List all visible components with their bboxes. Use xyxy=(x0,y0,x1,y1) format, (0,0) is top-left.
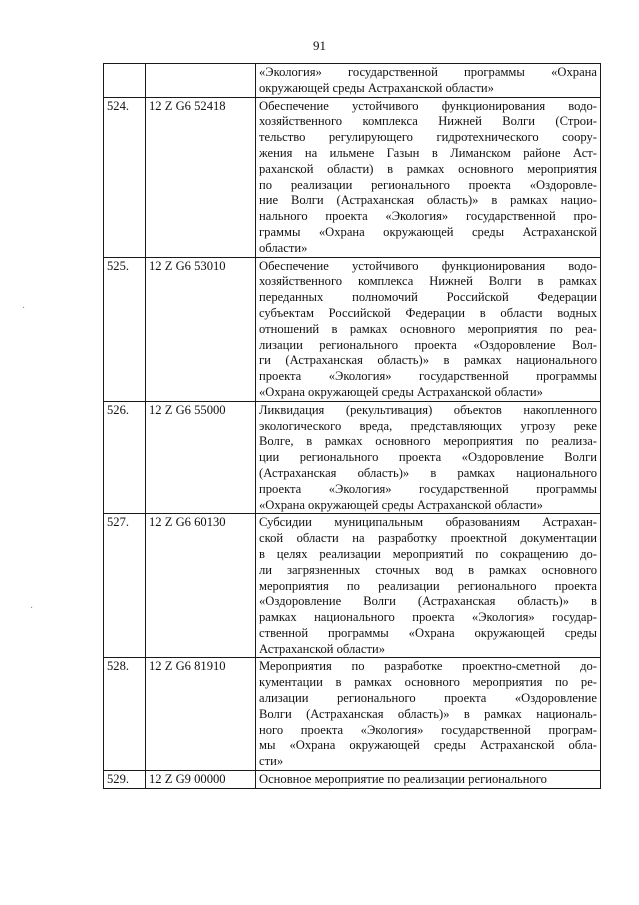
description-cell xyxy=(256,257,601,401)
table-row xyxy=(104,64,601,98)
description-line: отношений в рамках основного мероприятия по реа- xyxy=(259,321,597,336)
description-line: Мероприятия по разработке проектно-сметной до- xyxy=(259,659,597,674)
description-line: Волги (Астраханская область)» в рамках националь- xyxy=(259,706,597,721)
budget-code: 12 Z G6 52418 xyxy=(146,97,256,257)
table-body xyxy=(104,64,601,789)
table-row xyxy=(104,658,601,771)
table-row xyxy=(104,401,601,514)
row-number xyxy=(104,64,146,98)
description-cell xyxy=(256,514,601,658)
description-line: раханской области) в рамках основного мероприятия xyxy=(259,161,597,176)
budget-code: 12 Z G6 60130 xyxy=(146,514,256,658)
description-line: проекта «Экология» государственной программы xyxy=(259,369,597,384)
table-row xyxy=(104,97,601,257)
scan-speck: · xyxy=(22,303,26,314)
budget-code: 12 Z G6 55000 xyxy=(146,401,256,514)
description-line: по реализации регионального проекта «Оздоровле- xyxy=(259,177,597,192)
description-line: Обеспечение устойчивого функционирования водо- xyxy=(259,98,597,113)
description-line: переданных полномочий Российской Федерации xyxy=(259,290,597,305)
budget-table xyxy=(103,63,601,789)
row-number: 526. xyxy=(104,401,146,514)
description-line: области» xyxy=(259,240,308,255)
description-line: хозяйственного комплекса Нижней Волги в рамках xyxy=(259,274,597,289)
description-line: нального проекта «Экология» государственной про- xyxy=(259,209,597,224)
scan-speck: · xyxy=(30,603,34,614)
description-line: ли загрязненных сточных вод в рамках основного xyxy=(259,562,597,577)
description-line: сти» xyxy=(259,754,284,769)
budget-code: 12 Z G6 53010 xyxy=(146,257,256,401)
description-line: кументации в рамках основного мероприятия по ре- xyxy=(259,675,597,690)
description-line: жения на ильмене Газын в Лиманском районе Аст- xyxy=(259,145,597,160)
description-line: Астраханской области» xyxy=(259,641,386,656)
description-line: ской области на разработку проектной документации xyxy=(259,531,597,546)
description-cell xyxy=(256,401,601,514)
budget-code: 12 Z G9 00000 xyxy=(146,771,256,789)
description-line: ализации регионального проекта «Оздоровление xyxy=(259,691,597,706)
table-row xyxy=(104,514,601,658)
row-number: 525. xyxy=(104,257,146,401)
description-line: ного проекта «Экология» государственной програм- xyxy=(259,722,597,737)
page-number: 91 xyxy=(313,38,326,53)
row-number: 527. xyxy=(104,514,146,658)
description-line: мероприятия по реализации регионального проекта xyxy=(259,578,597,593)
description-line: проекта «Экология» государственной программы xyxy=(259,481,597,496)
table-row xyxy=(104,257,601,401)
description-line: мы «Охрана окружающей среды Астраханской обла- xyxy=(259,738,597,753)
description-line: «Охрана окружающей среды Астраханской области» xyxy=(259,384,543,399)
description-cell xyxy=(256,658,601,771)
description-line: лизации регионального проекта «Оздоровление Вол- xyxy=(259,337,597,352)
description-line: Волге, в рамках основного мероприятия по реализа- xyxy=(259,434,597,449)
description-line: граммы «Охрана окружающей среды Астраханской xyxy=(259,224,597,239)
description-line: Субсидии муниципальным образованиям Астрахан- xyxy=(259,515,597,530)
description-line: Ликвидация (рекультивация) объектов накопленного xyxy=(259,402,597,417)
description-cell xyxy=(256,771,601,789)
description-line: ние Волги (Астраханская область)» в рамках нацио- xyxy=(259,193,597,208)
description-cell xyxy=(256,97,601,257)
description-line: ственной программы «Охрана окружающей среды xyxy=(259,625,597,640)
description-line: Обеспечение устойчивого функционирования водо- xyxy=(259,258,597,273)
row-number: 529. xyxy=(104,771,146,789)
description-line: (Астраханская область)» в рамках национального xyxy=(259,465,597,480)
description-line: окружающей среды Астраханской области» xyxy=(259,80,494,95)
description-line: в целях реализации мероприятий по сокращению до- xyxy=(259,546,597,561)
description-line: «Оздоровление Волги (Астраханская область)» в xyxy=(259,594,597,609)
description-line: хозяйственного комплекса Нижней Волги (Строи- xyxy=(259,114,597,129)
description-line: Основное мероприятие по реализации регионального xyxy=(259,772,547,787)
budget-code: 12 Z G6 81910 xyxy=(146,658,256,771)
table-row xyxy=(104,771,601,789)
description-line: тельство регулирующего гидротехнического соору- xyxy=(259,130,597,145)
row-number: 524. xyxy=(104,97,146,257)
description-cell xyxy=(256,64,601,98)
budget-code xyxy=(146,64,256,98)
description-line: ции регионального проекта «Оздоровление Волги xyxy=(259,450,597,465)
description-line: рамках национального проекта «Экология» государ- xyxy=(259,610,597,625)
row-number: 528. xyxy=(104,658,146,771)
description-line: «Экология» государственной программы «Охрана xyxy=(259,65,597,79)
description-line: ги (Астраханская область)» в рамках национального xyxy=(259,353,597,368)
description-line: «Охрана окружающей среды Астраханской области» xyxy=(259,497,543,512)
description-line: субъектам Российской Федерации в области водных xyxy=(259,305,597,320)
description-line: экологического вреда, представляющих угрозу реке xyxy=(259,418,597,433)
